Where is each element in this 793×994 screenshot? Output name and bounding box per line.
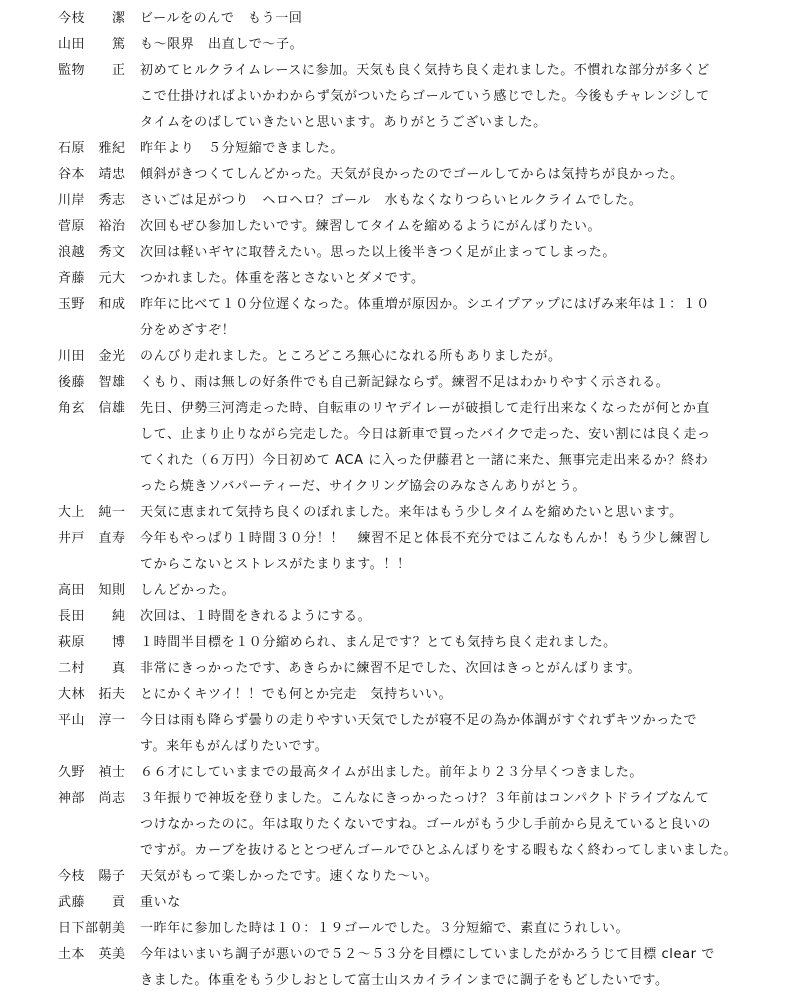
comment-entry	[0, 240, 793, 266]
comment-text-line: つけなかったのに。年は取りたくないですね。ゴールがもう少し手前から見えていると良いの	[140, 817, 711, 832]
comment-entry	[0, 6, 793, 32]
comment-text-line: ６６才にしていままでの最高タイムが出ました。前年より２３分早くつきました。	[140, 765, 643, 780]
participant-name: 日下部朝美	[58, 921, 126, 936]
participant-name: 武藤 貢	[58, 895, 126, 910]
comment-text-line: 昨年に比べて１０分位遅くなった。体重増が原因か。シエイプアップにはげみ来年は１：１０	[140, 297, 710, 312]
participant-name: 石原 雅紀	[58, 141, 126, 156]
comment-entry	[0, 760, 793, 786]
comment-text-line: きました。体重をもう少しおとして富士山スカイラインまでに調子をもどしたいです。	[140, 973, 669, 988]
comment-text-line: 昨年より ５分短縮できました。	[140, 141, 345, 156]
comment-text-line: １時間半目標を１０分縮められ、まん足です？とても気持ち良く走れました。	[140, 635, 617, 650]
comment-text-line: のんびり走れました。ところどころ無心になれる所もありましたが。	[140, 349, 562, 364]
participant-name: 二村 真	[58, 661, 126, 676]
participant-name: 菅原 裕治	[58, 219, 126, 234]
comment-text-line: しんどかった。	[140, 583, 236, 598]
comment-text-line: てくれた（６万円）今日初めて ACA に入った伊藤君と一諸に来た、無事完走出来るか？終わ	[140, 453, 709, 468]
comment-text-line: 重いな	[140, 895, 181, 910]
comment-text-line: 非常にきっかったです、あきらかに練習不足でした、次回はきっとがんばります。	[140, 661, 642, 676]
comment-text-line: ったら焼きソバパーティーだ、サイクリング協会のみなさんありがとう。	[140, 479, 587, 494]
participant-name: 谷本 靖忠	[58, 167, 126, 182]
comment-entry	[0, 162, 793, 188]
comment-text-line: 次回もぜひ参加したいです。練習してタイムを縮めるようにがんばりたい。	[140, 219, 602, 234]
comment-text-line: つかれました。体重を落とさないとダメです。	[140, 271, 425, 286]
comment-text-line: ですが。カーブを抜けるととつぜんゴールでひとふんばりをする暇もなく終わってしまいました。	[140, 843, 738, 858]
comment-text-line: 先日、伊勢三河湾走った時、自転車のリヤデイレーが破損して走行出来なくなったが何とか直	[140, 401, 711, 416]
participant-name: 今枝 潔	[58, 11, 126, 26]
comment-entry	[0, 266, 793, 292]
participant-name: 角玄 信雄	[58, 401, 126, 416]
comment-entry	[0, 630, 793, 656]
comment-text-line: 今年はいまいち調子が悪いので５２～５３分を目標にしていましたがかろうじて目標 clear で	[140, 947, 715, 962]
comment-text-line: タイムをのばしていきたいと思います。ありがとうございました。	[140, 115, 547, 130]
comment-text-line: 今日は雨も降らず曇りの走りやすい天気でしたが寝不足の為か体調がすぐれずキツかったで	[140, 713, 698, 728]
comment-text-line: ３年振りで神坂を登りました。こんなにきっかったっけ？３年前はコンパクトドライブなんて	[140, 791, 710, 806]
participant-name: 大林 拓夫	[58, 687, 126, 702]
comment-entry	[0, 604, 793, 630]
comment-entry	[0, 58, 793, 136]
comment-entry	[0, 708, 793, 760]
comment-text-line: 傾斜がきつくてしんどかった。天気が良かったのでゴールしてからは気持ちが良かった。	[140, 167, 684, 182]
participant-name: 高田 知則	[58, 583, 126, 598]
participant-name: 久野 禎士	[58, 765, 126, 780]
comment-text-line: ビールをのんで もう一回	[140, 11, 303, 26]
comment-entry	[0, 214, 793, 240]
comment-entry	[0, 32, 793, 58]
comment-text-line: さいごは足がつり ヘロヘロ？ゴール 水もなくなりつらいヒルクライムでした。	[140, 193, 643, 208]
comment-entry	[0, 890, 793, 916]
participant-name: 土本 英美	[58, 947, 126, 962]
participant-name: 浪越 秀文	[58, 245, 126, 260]
comment-text-line: して、止まり止りながら完走した。今日は新車で買ったバイクで走った、安い割には良く走っ	[140, 427, 711, 442]
participant-name: 平山 淳一	[58, 713, 126, 728]
comment-text-line: こで仕掛ければよいかわからず気がついたらゴールていう感じでした。今後もチャレンジして	[140, 89, 710, 104]
comment-entry	[0, 370, 793, 396]
comment-entry	[0, 864, 793, 890]
participant-name: 斉藤 元大	[58, 271, 126, 286]
comment-entry	[0, 188, 793, 214]
comment-entry	[0, 682, 793, 708]
participant-name: 後藤 智雄	[58, 375, 126, 390]
participant-name: 神部 尚志	[58, 791, 126, 806]
comment-text-line: 次回は軽いギヤに取替えたい。思った以上後半きつく足が止まってしまった。	[140, 245, 617, 260]
comment-text-line: 分をめざすぞ！	[140, 323, 236, 338]
participant-name: 今枝 陽子	[58, 869, 126, 884]
comment-entry	[0, 942, 793, 994]
comment-text-line: 天気に恵まれて気持ち良くのぼれました。来年はもう少しタイムを縮めたいと思います。	[140, 505, 683, 520]
comment-text-line: とにかくキツイ！！でも何とか完走 気持ちいい。	[140, 687, 453, 702]
comment-entry	[0, 656, 793, 682]
participant-name: 川岸 秀志	[58, 193, 126, 208]
comment-entry	[0, 578, 793, 604]
comment-text-line: 次回は、１時間をきれるようにする。	[140, 609, 372, 624]
participant-name: 井戸 直寿	[58, 531, 126, 546]
comment-entry	[0, 500, 793, 526]
participant-name: 監物 正	[58, 63, 126, 78]
comment-entry	[0, 136, 793, 162]
comment-entry	[0, 292, 793, 344]
participant-name: 玉野 和成	[58, 297, 126, 312]
comment-entry	[0, 526, 793, 578]
comment-entry	[0, 916, 793, 942]
comment-entry	[0, 344, 793, 370]
comment-text-line: くもり、雨は無しの好条件でも自己新記録ならず。練習不足はわかりやすく示される。	[140, 375, 670, 390]
comment-text-line: 初めてヒルクライムレースに参加。天気も良く気持ち良く走れました。不慣れな部分が多くど	[140, 63, 710, 78]
comment-text-line: す。来年もがんばりたいです。	[140, 739, 329, 754]
participant-name: 萩原 博	[58, 635, 126, 650]
participant-name: 山田 篤	[58, 37, 126, 52]
participant-name: 長田 純	[58, 609, 126, 624]
participant-name: 川田 金光	[58, 349, 126, 364]
comment-entry	[0, 786, 793, 864]
comment-text-line: てからこないとストレスがたまります。！！	[140, 557, 411, 572]
comment-text-line: 今年もやっぱり１時間３０分！！ 練習不足と体長不充分ではこんなもんか！もう少し練習し	[140, 531, 712, 546]
comment-text-line: 一昨年に参加した時は１０：１９ゴールでした。３分短縮で、素直にうれしい。	[140, 921, 630, 936]
comment-entry	[0, 396, 793, 500]
comment-text-line: も～限界 出直しで～子。	[140, 37, 304, 52]
comment-text-line: 天気がもって楽しかったです。速くなりた～い。	[140, 869, 439, 884]
participant-name: 大上 純一	[58, 505, 126, 520]
